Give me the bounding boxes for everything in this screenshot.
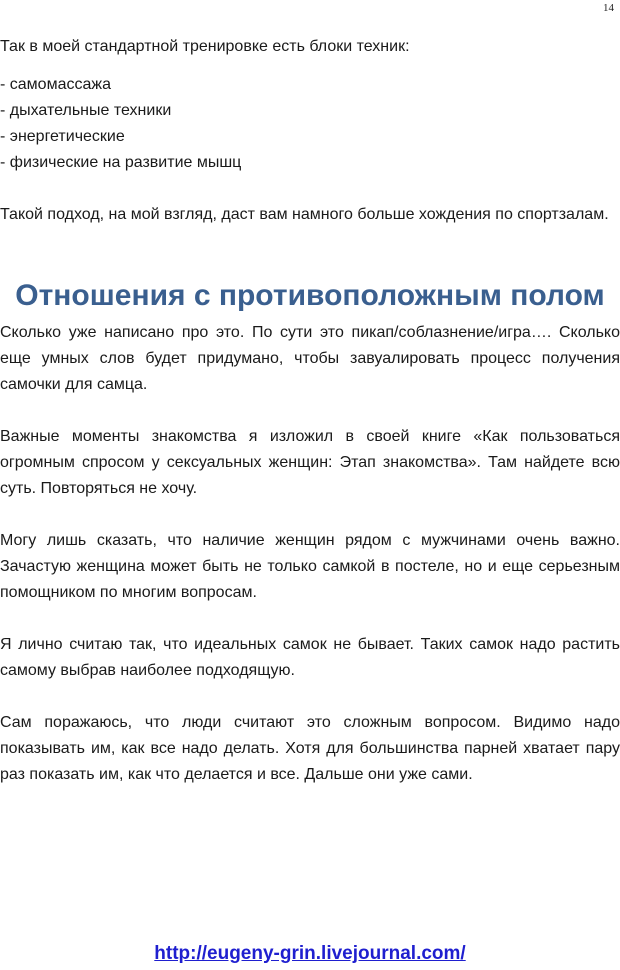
list-item: - самомассажа <box>0 76 111 93</box>
list-item: - физические на развитие мышц <box>0 154 242 171</box>
footer-link[interactable]: http://eugeny-grin.livejournal.com/ <box>154 943 466 964</box>
body-paragraph: Могу лишь сказать, что наличие женщин рядом с мужчинами очень важно. Зачастую женщина может быть не только самкой в постеле, но и еще серьезным помощником по многим вопросам. <box>0 532 620 601</box>
list-item: - дыхательные техники <box>0 102 172 119</box>
body-paragraph: Я лично считаю так, что идеальных самок не бывает. Таких самок надо растить самому выбрав наиболее подходящую. <box>0 636 620 679</box>
intro-paragraph: Так в моей стандартной тренировке есть блоки техник: <box>0 38 410 55</box>
body-paragraph: Важные моменты знакомства я изложил в своей книге «Как пользоваться огромным спросом у сексуальных женщин: Этап знакомства». Там найдете всю суть. Повторяться не хочу. <box>0 428 620 497</box>
page-content <box>0 34 620 814</box>
page-number: 14 <box>603 2 614 14</box>
technique-list <box>0 72 620 176</box>
footer <box>0 943 620 965</box>
body-paragraph: Сам поражаюсь, что люди считают это сложным вопросом. Видимо надо показывать им, как все надо делать. Хотя для большинства парней хватает пару раз показать им, как что делается и все. Дальше они уже сами. <box>0 714 620 783</box>
approach-paragraph: Такой подход, на мой взгляд, даст вам намного больше хождения по спортзалам. <box>0 206 609 223</box>
body-paragraph: Сколько уже написано про это. По сути это пикап/соблазнение/игра…. Сколько еще умных слов будет придумано, чтобы завуалировать процесс получения самочки для самца. <box>0 324 620 393</box>
list-item: - энергетические <box>0 128 125 145</box>
section-heading: Отношения с противоположным полом <box>15 279 605 312</box>
